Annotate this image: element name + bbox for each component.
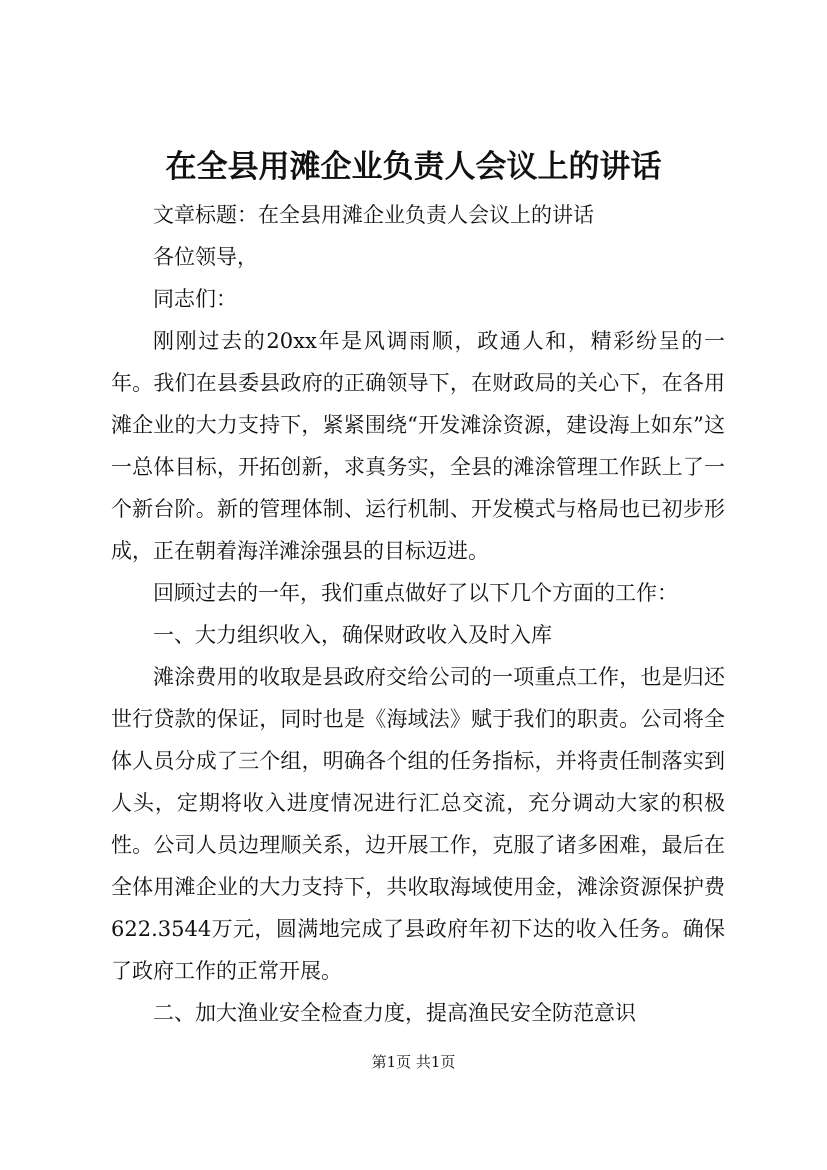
document-title: 在全县用滩企业负责人会议上的讲话	[165, 149, 662, 185]
paragraph-section-1: 滩涂费用的收取是县政府交给公司的一项重点工作，也是归还世行贷款的保证，同时也是《海域法》赋于我们的职责。公司将全体人员分成了三个组，明确各个组的任务指标，并将责任制落实到人头，定期将收入进度情况进行汇总交流，充分调动大家的积极性。公司人员边理顺关系，边开展工作，克服了诸多困难，最后在全体用滩企业的大力支持下，共收取海域使用金，滩涂资源保护费622.3544万元，圆满地完成了县政府年初下达的收入任务。确保了政府工作的正常开展。	[111, 665, 725, 983]
paragraph-salutation-comrades: 同志们：	[153, 287, 237, 311]
page-footer: 第1页 共1页	[371, 1053, 456, 1071]
document-body	[111, 194, 725, 1034]
paragraph-article-title: 文章标题：在全县用滩企业负责人会议上的讲话	[153, 203, 594, 227]
paragraph-year-review: 刚刚过去的20xx年是风调雨顺，政通人和，精彩纷呈的一年。我们在县委县政府的正确领导下，在财政局的关心下，在各用滩企业的大力支持下，紧紧围绕“开发滩涂资源，建设海上如东”这一总体目标，开拓创新，求真务实，全县的滩涂管理工作跃上了一个新台阶。新的管理体制、运行机制、开发模式与格局也已初步形成，正在朝着海洋滩涂强县的目标迈进。	[111, 329, 725, 563]
section-heading-2: 二、加大渔业安全检查力度，提高渔民安全防范意识	[153, 1001, 636, 1025]
paragraph-salutation-leaders: 各位领导，	[153, 245, 258, 269]
section-heading-1: 一、大力组织收入，确保财政收入及时入库	[153, 623, 552, 647]
paragraph-review-intro: 回顾过去的一年，我们重点做好了以下几个方面的工作：	[153, 581, 678, 605]
